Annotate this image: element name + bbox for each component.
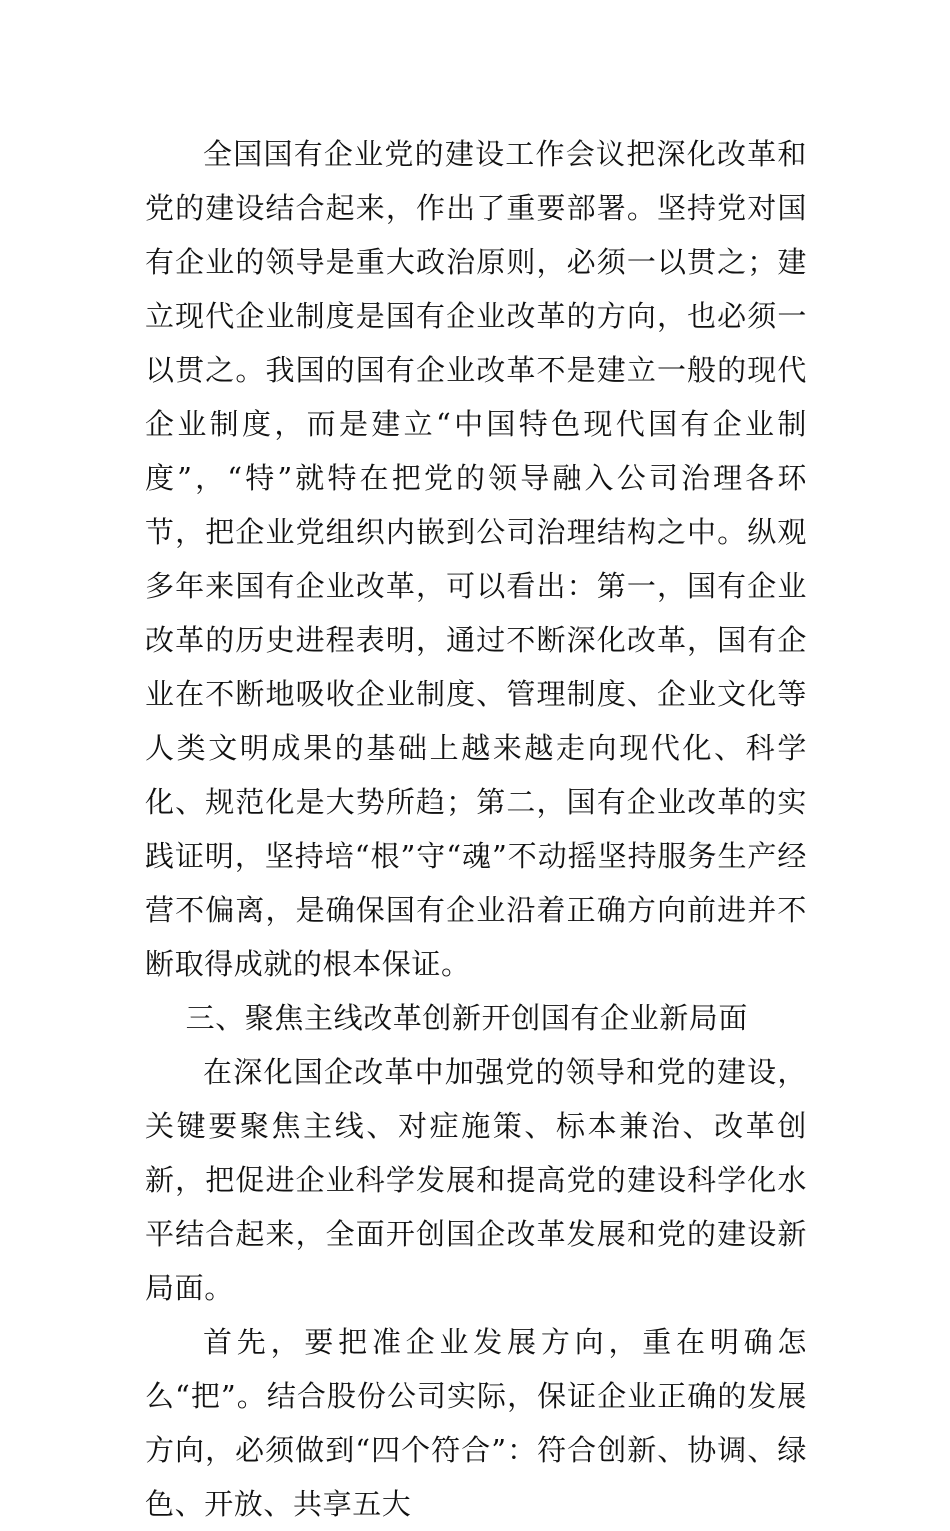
paragraph-direction: 首先，要把准企业发展方向，重在明确怎么“把”。结合股份公司实际，保证企业正确的发展方向，必须做到“四个符合”：符合创新、协调、绿色、开放、共享五大 (145, 1325, 807, 1521)
paragraph-focus-mainline: 在深化国企改革中加强党的领导和党的建设，关键要聚焦主线、对症施策、标本兼治、改革创新，把促进企业科学发展和提高党的建设科学化水平结合起来，全面开创国企改革发展和党的建设新局面。 (145, 1055, 807, 1305)
paragraph-party-reform: 全国国有企业党的建设工作会议把深化改革和党的建设结合起来，作出了重要部署。坚持党对国有企业的领导是重大政治原则，必须一以贯之；建立现代企业制度是国有企业改革的方向，也必须一以贯之。我国的国有企业改革不是建立一般的现代企业制度，而是建立“中国特色现代国有企业制度”，“特”就特在把党的领导融入公司治理各环节，把企业党组织内嵌到公司治理结构之中。纵观多年来国有企业改革，可以看出：第一，国有企业改革的历史进程表明，通过不断深化改革，国有企业在不断地吸收企业制度、管理制度、企业文化等人类文明成果的基础上越来越走向现代化、科学化、规范化是大势所趋；第二，国有企业改革的实践证明，坚持培“根”守“魂”不动摇坚持服务生产经营不偏离，是确保国有企业沿着正确方向前进并不断取得成就的根本保证。 (145, 137, 807, 981)
document-body (145, 127, 807, 1531)
section-heading-3: 三、聚焦主线改革创新开创国有企业新局面 (185, 1001, 748, 1035)
